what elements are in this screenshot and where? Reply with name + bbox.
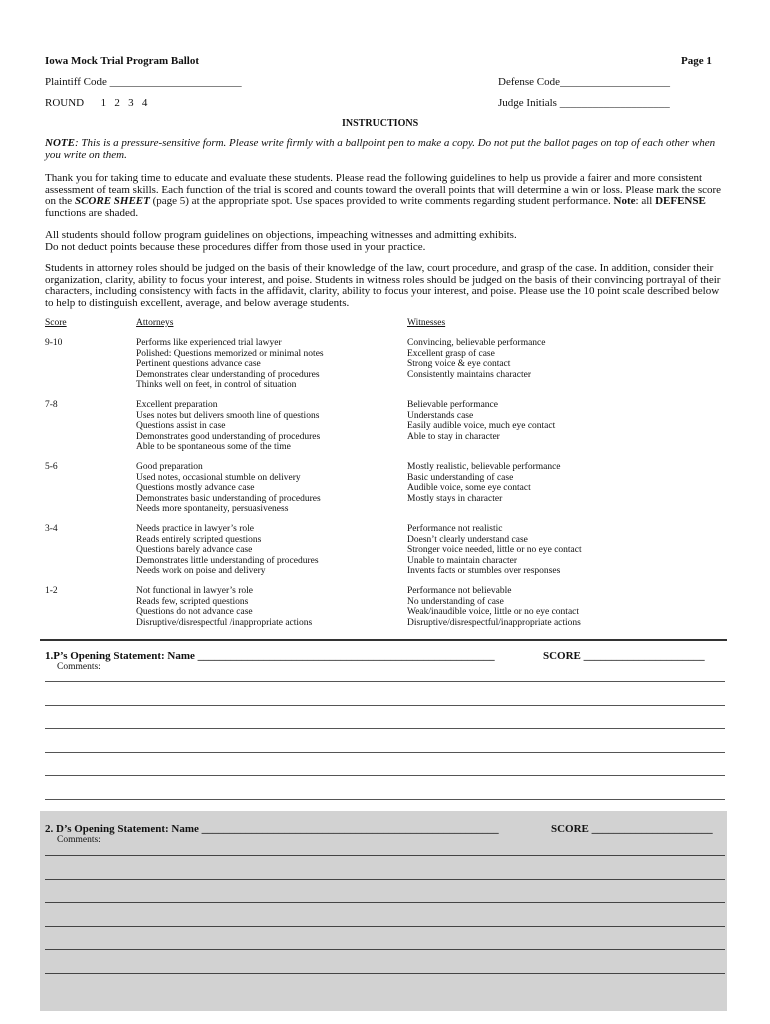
witness-criterion: Able to stay in character: [407, 431, 500, 442]
witness-criterion: Unable to maintain character: [407, 555, 517, 566]
defense-shaded-section: [40, 811, 727, 1011]
p-opening-comments-label: Comments:: [57, 662, 101, 672]
guidelines-line-2: Do not deduct points because these procedures differ from those used in your practice.: [45, 240, 426, 253]
attorney-criterion: Reads few, scripted questions: [136, 596, 249, 607]
round-selector[interactable]: ROUND 1 2 3 4: [45, 97, 148, 109]
d-opening-comments-label: Comments:: [57, 835, 101, 845]
intro-text-4: functions are shaded.: [45, 206, 139, 219]
attorney-criterion: Good preparation: [136, 462, 203, 472]
intro-text-3: : all: [635, 195, 656, 208]
witness-criterion: Invents facts or stumbles over responses: [407, 566, 561, 577]
witness-criterion: Basic understanding of case: [407, 472, 514, 483]
scale-header-attorneys: Attorneys: [136, 318, 174, 328]
p-opening-score-field[interactable]: SCORE ______________________: [543, 650, 705, 662]
note-bold: Note: [613, 195, 636, 208]
scale-header-witnesses: Witnesses: [407, 318, 446, 328]
scale-row-attorneys: [136, 462, 321, 515]
witness-criterion: Doesn’t clearly understand case: [407, 534, 528, 545]
witness-criterion: No understanding of case: [407, 596, 504, 607]
section-divider: [40, 639, 727, 641]
comment-line[interactable]: [45, 973, 725, 974]
attorney-criterion: Pertinent questions advance case: [136, 359, 261, 370]
judge-initials-field[interactable]: Judge Initials ____________________: [498, 97, 670, 109]
scale-row-witnesses: [407, 524, 582, 577]
scale-row-witnesses: [407, 400, 555, 442]
comment-line[interactable]: [45, 681, 725, 682]
attorney-criterion: Polished: Questions memorized or minimal notes: [136, 348, 324, 359]
witness-criterion: Convincing, believable performance: [407, 338, 546, 348]
comment-line[interactable]: [45, 879, 725, 880]
d-opening-score-field[interactable]: SCORE ______________________: [551, 823, 713, 835]
attorney-criterion: Thinks well on feet, in control of situation: [136, 380, 297, 391]
comment-line[interactable]: [45, 728, 725, 729]
p-opening-name-field[interactable]: 1.P’s Opening Statement: Name ______________________________________________________: [45, 650, 495, 662]
comment-line[interactable]: [45, 705, 725, 706]
witness-criterion: Performance not realistic: [407, 524, 503, 534]
attorney-criterion: Demonstrates good understanding of procedures: [136, 431, 321, 442]
d-opening-name-field[interactable]: 2. D’s Opening Statement: Name ______________________________________________________: [45, 823, 499, 835]
attorney-criterion: Needs work on poise and delivery: [136, 566, 266, 577]
scale-row-witnesses: [407, 586, 581, 628]
intro-text-2: (page 5) at the appropriate spot. Use spaces provided to write comments regarding student performance.: [149, 195, 614, 208]
ballot-title: Iowa Mock Trial Program Ballot: [45, 55, 199, 67]
witness-criterion: Mostly realistic, believable performance: [407, 462, 561, 472]
scale-row-attorneys: [136, 338, 324, 391]
witness-criterion: Understands case: [407, 410, 474, 421]
comment-line[interactable]: [45, 855, 725, 856]
comment-line[interactable]: [45, 799, 725, 800]
page-number: Page 1: [681, 55, 712, 67]
attorney-criterion: Disruptive/disrespectful /inappropriate actions: [136, 617, 313, 628]
judging-paragraph: Students in attorney roles should be judged on the basis of their knowledge of the law, court procedure, and grasp of the case. In addition, consider their organization, clarity, ability to focus your interest, and poise. Students in witness roles should be judged on the basis of their convincing portrayal of their characters, including consistency with facts in the affidavit, clarity, ability to focus your interest, and poise. Please use the 10 point scale described below to help to distinguish excellent, average, and below average students.: [45, 262, 721, 309]
attorney-criterion: Reads entirely scripted questions: [136, 534, 262, 545]
scale-row-attorneys: [136, 400, 320, 453]
scale-header-score: Score: [45, 318, 67, 328]
intro-text-1: Thank you for taking time to educate and evaluate these students. Please read the following guidelines to help us provide a fairer and more consistent assessment of team skills. Each function of the trial is scored and counts toward the overall points that will determine a win or loss. Please mark the score on the: [45, 172, 722, 208]
note-text: : This is a pressure-sensitive form. Please write firmly with a ballpoint pen to make a copy. Do not put the ballot pages on top of each other when you write on them.: [45, 137, 716, 161]
defense-code-field[interactable]: Defense Code____________________: [498, 76, 671, 88]
attorney-criterion: Excellent preparation: [136, 400, 218, 410]
scale-row-witnesses: [407, 462, 561, 504]
guidelines-paragraph: [45, 230, 725, 253]
witness-criterion: Disruptive/disrespectful/inappropriate actions: [407, 617, 581, 628]
comment-line[interactable]: [45, 926, 725, 927]
witness-criterion: Audible voice, some eye contact: [407, 483, 531, 494]
plaintiff-code-field[interactable]: Plaintiff Code ________________________: [45, 76, 242, 88]
witness-criterion: Strong voice & eye contact: [407, 359, 511, 370]
score-sheet-ref: SCORE SHEET: [74, 195, 150, 208]
attorney-criterion: Questions assist in case: [136, 421, 226, 432]
witness-criterion: Believable performance: [407, 400, 498, 410]
comment-line[interactable]: [45, 949, 725, 950]
witness-criterion: Consistently maintains character: [407, 369, 531, 380]
scale-row-score: 3-4: [45, 524, 58, 534]
comment-line[interactable]: [45, 752, 725, 753]
intro-paragraph: [45, 173, 725, 219]
attorney-criterion: Needs practice in lawyer’s role: [136, 524, 254, 534]
witness-criterion: Stronger voice needed, little or no eye contact: [407, 545, 582, 556]
guidelines-line-1: All students should follow program guidelines on objections, impeaching witnesses and admitting exhibits.: [45, 229, 517, 241]
witness-criterion: Mostly stays in character: [407, 493, 503, 504]
attorney-criterion: Demonstrates little understanding of procedures: [136, 555, 319, 566]
attorney-criterion: Demonstrates clear understanding of procedures: [136, 369, 320, 380]
defense-bold: DEFENSE: [655, 195, 706, 208]
attorney-criterion: Used notes, occasional stumble on delivery: [136, 472, 301, 483]
attorney-criterion: Needs more spontaneity, persuasiveness: [136, 504, 289, 515]
note-label: NOTE: [45, 137, 75, 149]
witness-criterion: Weak/inaudible voice, little or no eye contact: [407, 607, 580, 618]
attorney-criterion: Questions mostly advance case: [136, 483, 255, 494]
comment-line[interactable]: [45, 902, 725, 903]
scale-row-score: 1-2: [45, 586, 58, 596]
witness-criterion: Performance not believable: [407, 586, 512, 596]
note-paragraph: [45, 138, 725, 161]
attorney-criterion: Able to be spontaneous some of the time: [136, 442, 291, 453]
scale-row-score: 7-8: [45, 400, 58, 410]
scale-row-score: 5-6: [45, 462, 58, 472]
witness-criterion: Easily audible voice, much eye contact: [407, 421, 556, 432]
attorney-criterion: Uses notes but delivers smooth line of questions: [136, 410, 320, 421]
attorney-criterion: Questions barely advance case: [136, 545, 253, 556]
instructions-heading: INSTRUCTIONS: [342, 118, 419, 129]
attorney-criterion: Performs like experienced trial lawyer: [136, 338, 282, 348]
attorney-criterion: Questions do not advance case: [136, 607, 253, 618]
scale-row-attorneys: [136, 586, 312, 628]
witness-criterion: Excellent grasp of case: [407, 348, 495, 359]
scale-row-score: 9-10: [45, 338, 63, 348]
scale-row-witnesses: [407, 338, 546, 380]
attorney-criterion: Demonstrates basic understanding of procedures: [136, 493, 321, 504]
scale-row-attorneys: [136, 524, 319, 577]
comment-line[interactable]: [45, 775, 725, 776]
attorney-criterion: Not functional in lawyer’s role: [136, 586, 253, 596]
